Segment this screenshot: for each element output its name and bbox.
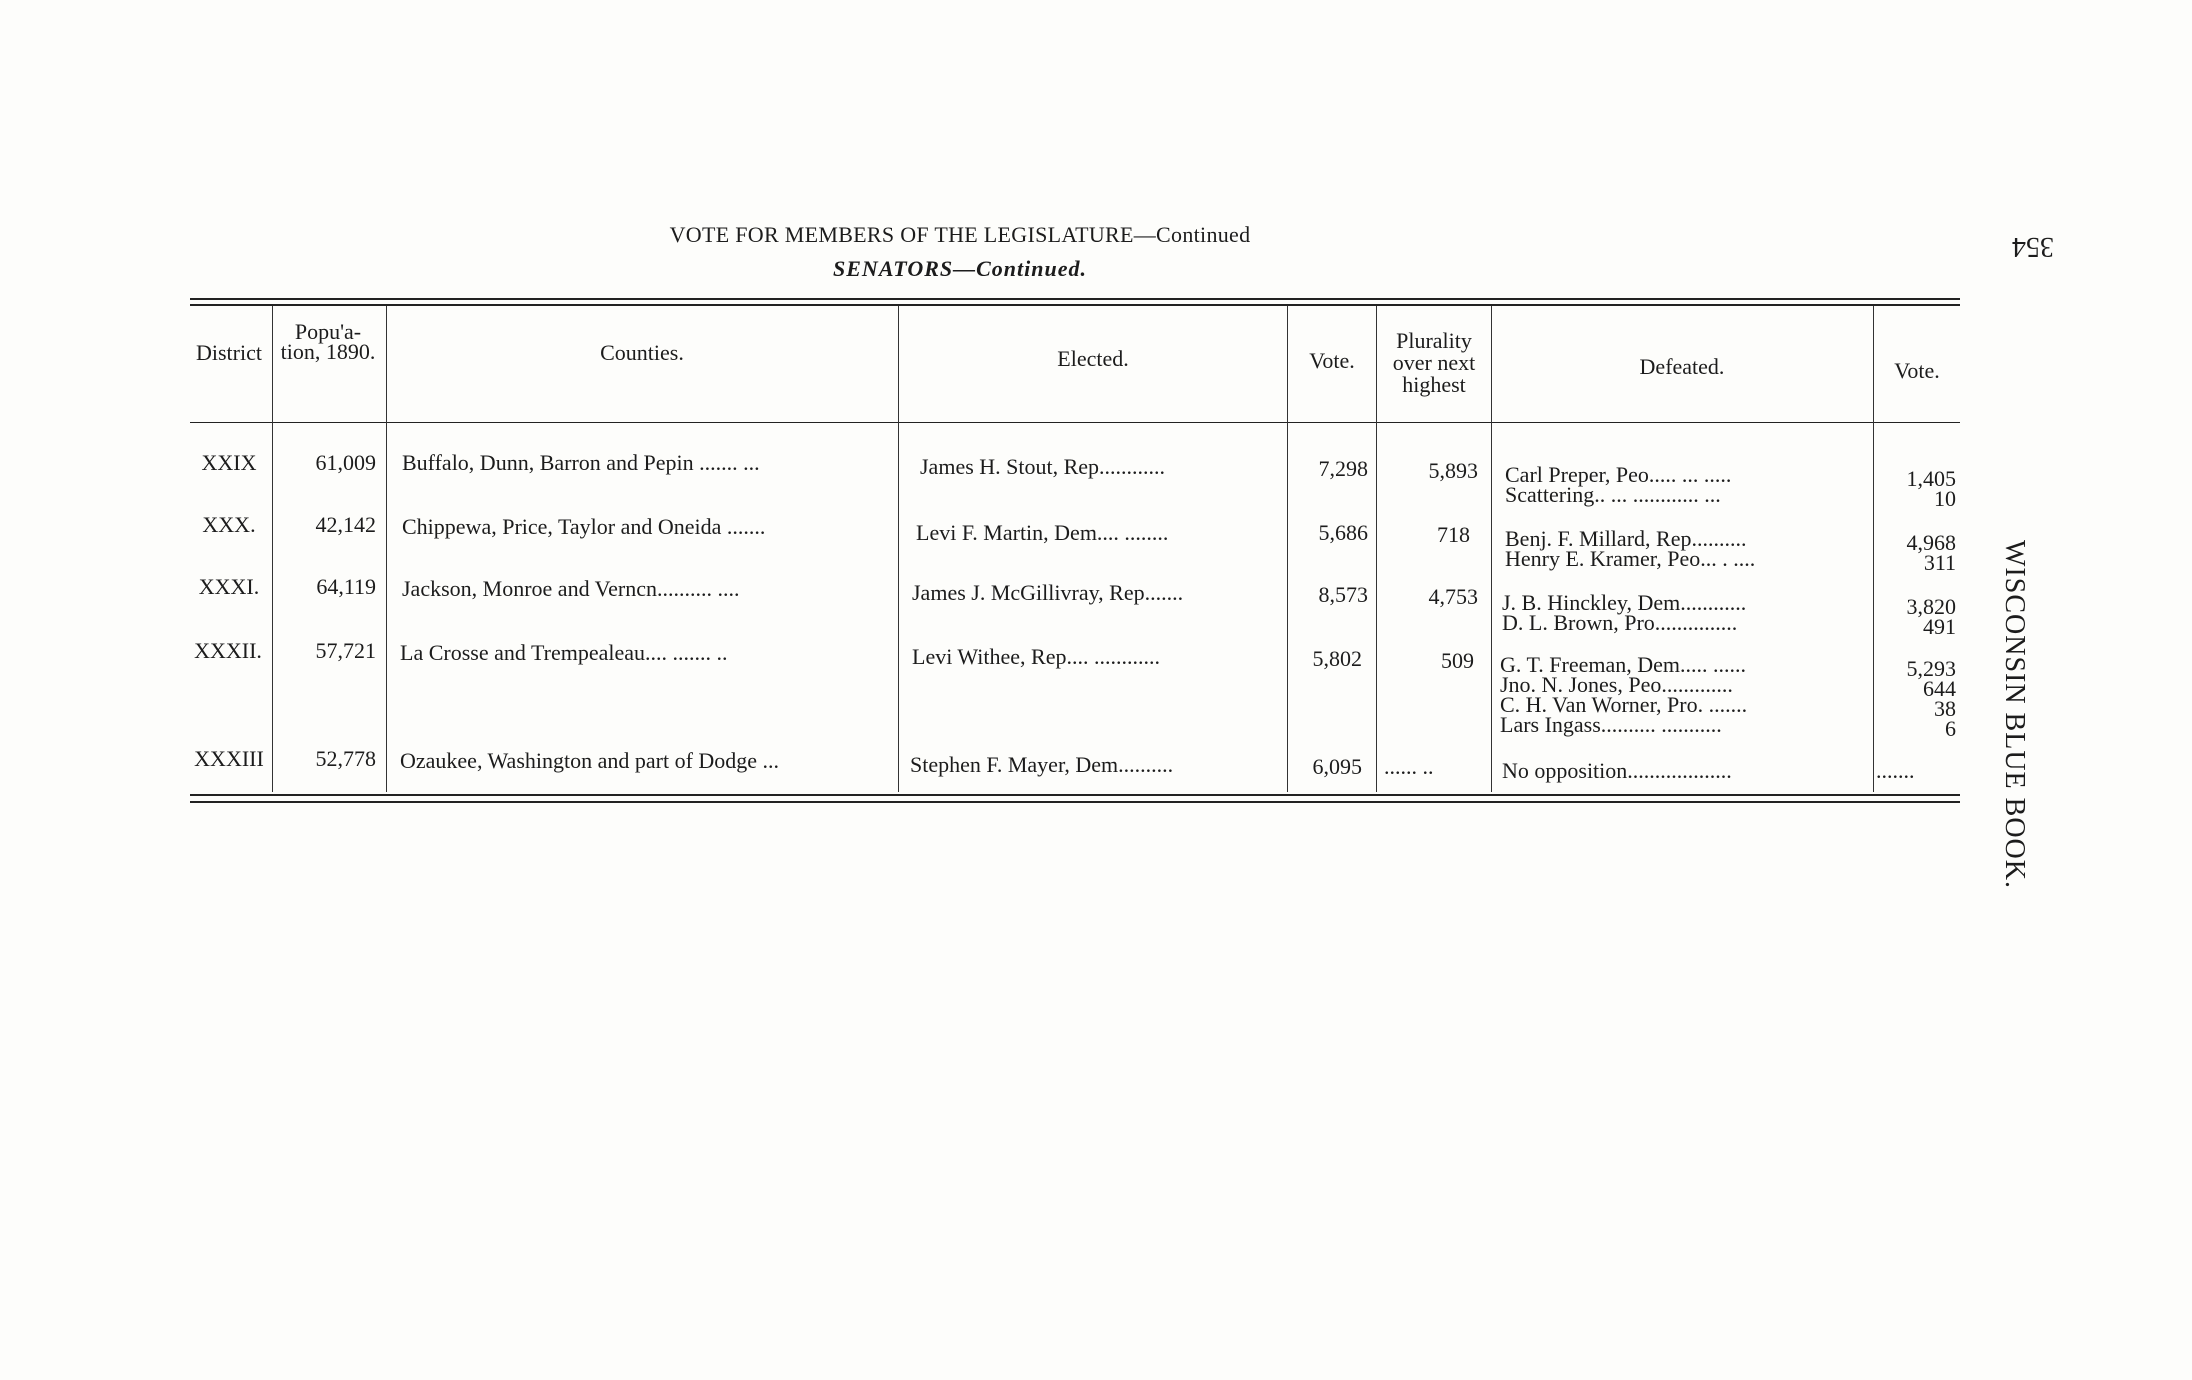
defeated-cell: Henry E. Kramer, Peo... . .... xyxy=(1505,546,1756,571)
population-cell: 52,778 xyxy=(315,746,376,771)
defeated-vote-cell: 311 xyxy=(1923,550,1956,575)
vote-cell: 5,686 xyxy=(1318,520,1368,545)
col-header-plurality: Plurality over next highest xyxy=(1392,328,1476,397)
elected-cell: Levi F. Martin, Dem.... ........ xyxy=(916,520,1169,545)
top-rule-1 xyxy=(190,298,1960,300)
col-sep xyxy=(1376,306,1377,792)
col-header-counties: Counties. xyxy=(600,340,684,365)
defeated-cell: C. H. Van Worner, Pro. ....... xyxy=(1500,692,1748,717)
defeated-vote-cell: 5,293 xyxy=(1906,656,1956,681)
defeated-cell: No opposition................... xyxy=(1502,758,1732,783)
defeated-vote-cell: ....... xyxy=(1876,758,1915,783)
vote-cell: 6,095 xyxy=(1312,754,1362,779)
page-subtitle: SENATORS—Continued. xyxy=(833,256,1087,281)
running-head: WISCONSIN BLUE BOOK. xyxy=(1999,540,2030,889)
district-cell: XXIX xyxy=(201,450,257,475)
defeated-vote-cell: 1,405 xyxy=(1906,466,1956,491)
vote-cell: 5,802 xyxy=(1312,646,1362,671)
population-cell: 42,142 xyxy=(315,512,376,537)
defeated-vote-cell: 4,968 xyxy=(1906,530,1956,555)
counties-cell: Buffalo, Dunn, Barron and Pepin ....... ... xyxy=(402,450,760,475)
page-number: 354 xyxy=(2012,231,2054,262)
plurality-cell: 509 xyxy=(1441,648,1474,673)
plurality-cell: ...... .. xyxy=(1384,754,1434,779)
col-sep xyxy=(272,306,273,792)
district-cell: XXXIII xyxy=(194,746,264,771)
elected-cell: James H. Stout, Rep............ xyxy=(920,454,1166,479)
defeated-cell: J. B. Hinckley, Dem............ xyxy=(1502,590,1747,615)
col-header-vote: Vote. xyxy=(1309,348,1355,373)
col-header-population: Popu'a- tion, 1890. xyxy=(280,319,376,364)
bottom-rule-2 xyxy=(190,801,1960,803)
defeated-vote-cell: 38 xyxy=(1934,696,1956,721)
vote-cell: 8,573 xyxy=(1318,582,1368,607)
col-header-elected: Elected. xyxy=(1057,346,1129,371)
defeated-cell: G. T. Freeman, Dem..... ...... xyxy=(1500,652,1747,677)
counties-cell: La Crosse and Trempealeau.... ....... .. xyxy=(400,640,728,665)
col-sep xyxy=(1873,306,1874,792)
elected-cell: James J. McGillivray, Rep....... xyxy=(912,580,1184,605)
elected-cell: Stephen F. Mayer, Dem.......... xyxy=(910,752,1174,777)
counties-cell: Chippewa, Price, Taylor and Oneida ....... xyxy=(402,514,766,539)
district-cell: XXXII. xyxy=(194,638,262,663)
col-sep xyxy=(1491,306,1492,792)
defeated-vote-cell: 491 xyxy=(1923,614,1956,639)
defeated-vote-cell: 3,820 xyxy=(1906,594,1956,619)
page-title: VOTE FOR MEMBERS OF THE LEGISLATURE—Continued xyxy=(669,222,1251,247)
defeated-cell: D. L. Brown, Pro............... xyxy=(1502,610,1738,635)
col-header-defeated: Defeated. xyxy=(1639,354,1725,379)
plurality-cell: 4,753 xyxy=(1428,584,1478,609)
district-cell: XXXI. xyxy=(198,574,260,599)
defeated-vote-cell: 10 xyxy=(1934,486,1956,511)
bottom-rule-1 xyxy=(190,794,1960,796)
vote-cell: 7,298 xyxy=(1318,456,1368,481)
counties-cell: Jackson, Monroe and Verncn.......... .... xyxy=(402,576,740,601)
col-sep xyxy=(898,306,899,792)
defeated-vote-cell: 644 xyxy=(1923,676,1956,701)
defeated-cell: Jno. N. Jones, Peo............. xyxy=(1500,672,1733,697)
defeated-vote-cell: 6 xyxy=(1945,716,1956,741)
counties-cell: Ozaukee, Washington and part of Dodge ... xyxy=(400,748,780,773)
col-header-defeated-vote: Vote. xyxy=(1894,358,1940,383)
plurality-cell: 718 xyxy=(1437,522,1470,547)
population-cell: 57,721 xyxy=(315,638,376,663)
header-rule xyxy=(190,422,1960,423)
col-sep xyxy=(1287,306,1288,792)
population-cell: 61,009 xyxy=(315,450,376,475)
defeated-cell: Scattering.. ... ............ ... xyxy=(1505,482,1721,507)
defeated-cell: Carl Preper, Peo..... ... ..... xyxy=(1505,462,1732,487)
col-header-district: District xyxy=(196,340,262,365)
district-cell: XXX. xyxy=(202,512,256,537)
col-sep xyxy=(386,306,387,792)
top-rule-2 xyxy=(190,304,1960,306)
defeated-cell: Benj. F. Millard, Rep.......... xyxy=(1505,526,1747,551)
plurality-cell: 5,893 xyxy=(1428,458,1478,483)
population-cell: 64,119 xyxy=(316,574,376,599)
elected-cell: Levi Withee, Rep.... ............ xyxy=(912,644,1160,669)
defeated-cell: Lars Ingass.......... ........... xyxy=(1500,712,1722,737)
